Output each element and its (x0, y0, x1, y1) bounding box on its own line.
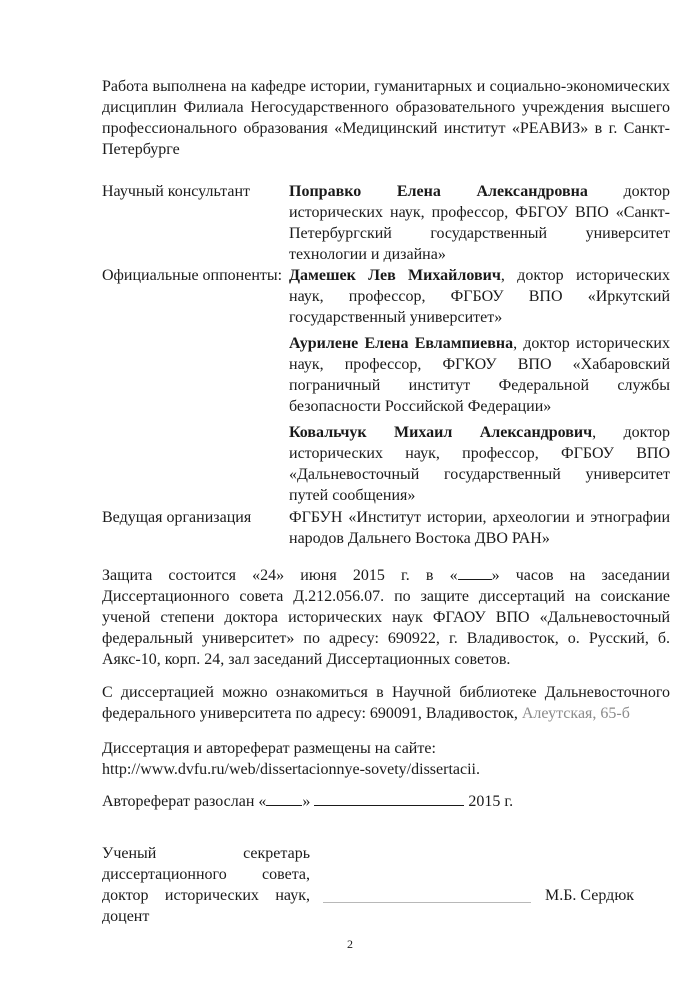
opponent-details: , доктор исторических наук, профессор, ФГБОУ ВПО «Дальневосточный государственный университет путей сообщения» (289, 424, 670, 504)
leading-org-section (102, 507, 670, 551)
leading-org-label: Ведущая организация (102, 509, 252, 526)
secretary-title: Ученый секретарь диссертационного совета, доктор исторических наук, доцент (102, 845, 310, 925)
consultant-details: доктор исторических наук, профессор, ФБГОУ ВПО «Санкт-Петербургский государственный университет технологии и дизайна» (289, 183, 670, 263)
opponents-section (102, 265, 670, 505)
opponent-details: , доктор исторических наук, профессор, ФГБОУ ВПО «Иркутский государственный университет» (289, 267, 670, 326)
website-text: Диссертация и автореферат размещены на сайте: (102, 740, 436, 757)
opponent-name: Дамешек Лев Михайлович (289, 267, 501, 284)
opponent-name: Аурилене Елена Евлампиевна (289, 335, 514, 352)
library-paragraph (102, 682, 670, 724)
library-text: С диссертацией можно ознакомиться в Научной библиотеке Дальневосточного федерального университета по адресу: 690091, Владивосток, (102, 684, 670, 722)
distributed-year: 2015 г. (464, 793, 514, 810)
consultant-name: Поправко Елена Александровна (289, 183, 588, 200)
opponent-entry (289, 333, 670, 417)
defense-text-start: Защита состоится «24» июня 2015 г. в « (102, 567, 458, 584)
defense-text-rest: » часов на заседании Диссертационного совета Д.212.056.07. по защите диссертаций на соискание ученой степени доктора исторических наук ФГАОУ ВПО «Дальневосточный федеральный университет» по адресу: 690922, г. Владивосток, о. Русский, б. Аякс-10, корп. 24, зал заседаний Диссертационных советов. (102, 567, 670, 668)
opponent-entry (289, 422, 670, 506)
distributed-text: Автореферат разослан « (102, 793, 267, 810)
leading-org-text: ФГБУН «Институт истории, археологии и этнографии народов Дальнего Востока ДВО РАН» (289, 509, 670, 547)
defense-paragraph (102, 565, 670, 670)
distributed-line (102, 791, 670, 812)
time-blank (458, 565, 492, 580)
website-paragraph (102, 738, 670, 780)
opponent-name: Ковальчук Михаил Александрович (289, 424, 593, 441)
website-url: http://www.dvfu.ru/web/dissertacionnye-sovety/dissertacii. (102, 761, 480, 778)
month-blank (314, 791, 464, 806)
intro-paragraph: Работа выполнена на кафедре истории, гуманитарных и социально-экономических дисциплин Филиала Негосударственного образовательного учреждения высшего профессионального образования «Медицинский институт «РЕАВИЗ» в г. Санкт-Петербурге (102, 78, 670, 158)
consultant-label: Научный консультант (102, 183, 250, 200)
distributed-mid: » (302, 793, 315, 810)
opponent-details: , доктор исторических наук, профессор, ФГКОУ ВПО «Хабаровский пограничный институт Федеральной службы безопасности Российской Федерации» (289, 335, 670, 415)
secretary-name: М.Б. Сердюк (545, 887, 635, 904)
opponents-label: Официальные оппоненты: (102, 267, 283, 284)
consultant-section (102, 181, 670, 265)
page-number: 2 (347, 937, 353, 951)
library-address-tail: Алеутская, 65-б (521, 705, 630, 722)
signature-line (323, 902, 531, 903)
day-blank (266, 791, 302, 806)
opponent-entry (289, 265, 670, 328)
consultant-info (289, 181, 670, 265)
